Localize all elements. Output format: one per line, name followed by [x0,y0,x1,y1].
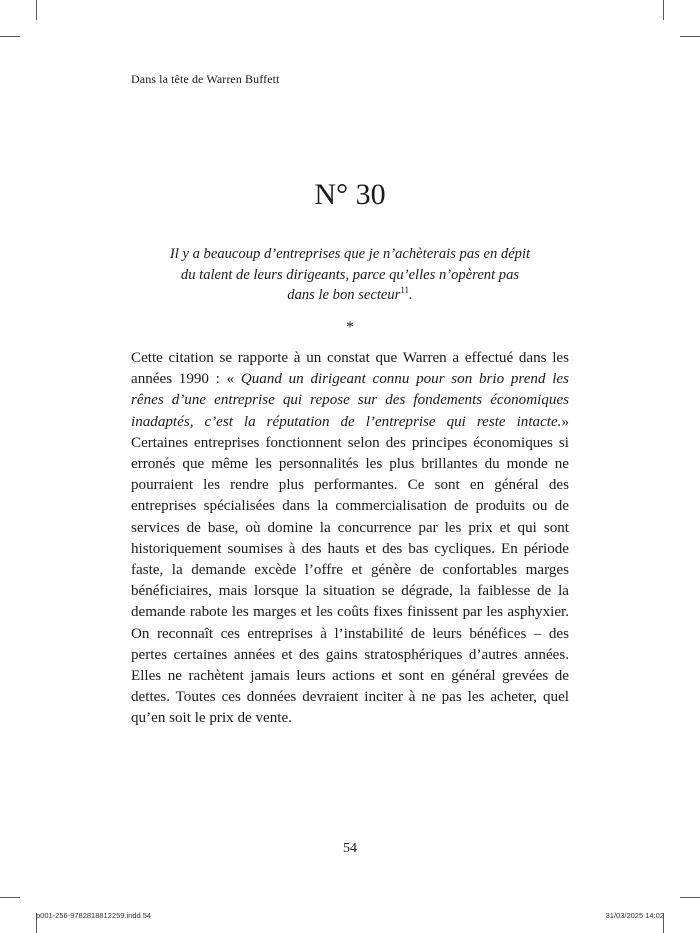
epigraph-line-3: dans le bon secteur [287,287,401,303]
body-quote: Quand un dirigeant connu pour son brio prend les rênes d’une entreprise qui repose sur des fondements économiques inadaptés, c’est la réputation de l’entreprise qui reste intacte. [131,371,569,430]
print-slug-file: p001-256-9782818812259.indd 54 [36,911,152,920]
body-intro: Cette citation se rapporte à un constat que Warren a effectué dans les années 1990 : « [131,350,569,388]
body-rest: Certaines entreprises fonctionnent selon des principes économiques si erronés que même les personnalités les plus brillantes du monde ne pourraient les rendre plus performantes. Ce sont en général des entreprises spécialisées dans la commercialisation de produits ou de services de base, où domine la concurrence par les prix et qui sont historiquement soumises à des hauts et des bas cycliques. En période faste, la demande excède l’offre et génère de confortables marges bénéficiaires, mais lorsque la situation se dégrade, la faiblesse de la demande rabote les marges et les coûts fixes finissent par les asphyxier. On reconnaît ces entreprises à l’instabilité de leurs bénéfices – des pertes certaines années et des gains stratosphériques d’autres années. Elles ne rachètent jamais leurs actions et sont en général grevées de dettes. Toutes ces données devraient inciter à ne pas les acheter, quel qu’en soit le prix de vente. [131,434,569,727]
section-separator: * [346,319,354,336]
epigraph: Il y a beaucoup d’entreprises que je n’achèterais pas en dépit du talent de leurs dirigeants, parce qu’elles n’opèrent pas dans le bon secteur$^{11}$. [169,246,531,303]
chapter-title: N° 30 [314,178,386,211]
print-slug-date: 31/03/2025 14:02 [605,911,664,920]
running-head: Dans la tête de Warren Buffett [131,72,280,86]
page-number: 54 [343,841,357,856]
footnote-reference: 11 [400,285,410,296]
crop-mark-top-left-h [0,36,20,37]
body-quote-close: » [561,413,569,430]
body-paragraph [131,348,569,730]
crop-mark-top-left [36,0,37,20]
epigraph-line-2: du talent de leurs dirigeants, parce qu’elles n’opèrent pas [180,266,520,283]
crop-mark-bottom-left-h [0,897,20,898]
crop-mark-bottom-right-h [680,897,700,898]
crop-mark-top-right [663,0,664,20]
epigraph-line-1: Il y a beaucoup d’entreprises que je n’achèterais pas en dépit [169,246,531,262]
crop-mark-top-right-h [680,36,700,37]
